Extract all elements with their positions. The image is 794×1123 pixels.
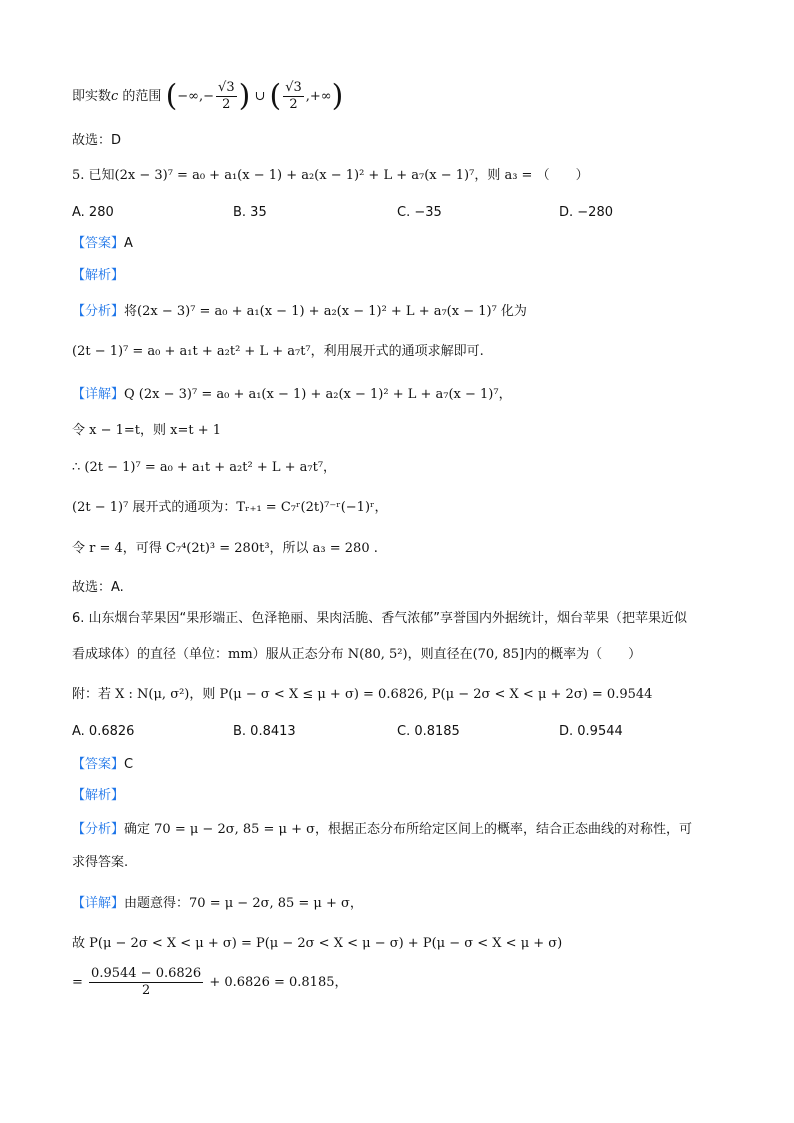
q6-fenxi-2: 求得答案. <box>72 855 129 870</box>
q6-stem-1: 6. 山东烟台苹果因“果形端正、色泽艳丽、果肉活脆、香气浓郁”享誉国内外据统计，烟台苹果（把苹果近似 <box>72 611 688 626</box>
interval2-b: ,+∞ <box>305 89 332 104</box>
paren-close-1: ) <box>238 78 251 114</box>
fraction-1: $\frac{√3}{2}$ <box>218 80 235 112</box>
q5-xiangjie-1: 【详解】Q (2x − 3)⁷ = a₀ + a₁(x − 1) + a₂(x − 1)² + L + a₇(x − 1)⁷， <box>72 387 512 402</box>
q6-xiangjie-1: 【详解】由题意得：70 = μ − 2σ, 85 = μ + σ， <box>72 896 363 911</box>
q5-xiangjie-3: ∴ (2t − 1)⁷ = a₀ + a₁t + a₂t² + L + a₇t⁷， <box>72 460 337 475</box>
q6-fenxi-1: 【分析】确定 70 = μ − 2σ, 85 = μ + σ，根据正态分布所给定区间上的概率，结合正态曲线的对称性，可 <box>72 822 693 837</box>
q5-xiangjie-2: 令 x − 1=t，则 x=t + 1 <box>72 423 222 438</box>
q6-stem-3: 附：若 X : N(μ, σ²)，则 P(μ − σ < X ≤ μ + σ) = 0.6826, P(μ − 2σ < X < μ + 2σ) = 0.9544 <box>72 687 653 702</box>
answer-choice-d: 故选：D <box>72 133 122 148</box>
q5-xiangjie-5: 令 r = 4，可得 C₇⁴(2t)³ = 280t³，所以 a₃ = 280 . <box>72 541 378 556</box>
q5-option-a: A. 280 <box>72 205 114 220</box>
fraction-2: $\frac{√3}{2}$ <box>285 80 302 112</box>
union-symbol: ∪ <box>250 89 270 104</box>
answer-tag: 【答案】 <box>72 236 125 251</box>
range-mid: 的范围 <box>118 89 166 104</box>
q6-option-a: A. 0.6826 <box>72 724 135 739</box>
range-line <box>72 80 343 113</box>
q6-analysis-heading: 【解析】 <box>72 788 125 803</box>
paren-close-2: ) <box>331 78 344 114</box>
q5-option-b: B. 35 <box>233 205 267 220</box>
q6-xiangjie-2: 故 P(μ − 2σ < X < μ + σ) = P(μ − 2σ < X < μ − σ) + P(μ − σ < X < μ + σ) <box>72 936 563 951</box>
q5-analysis-heading: 【解析】 <box>72 268 125 283</box>
q6-xiangjie-3: = $\frac{0.9544 - 0.6826}{2}$ + 0.6826 = 0.8185， <box>72 966 348 998</box>
q5-fenxi-1: 【分析】将(2x − 3)⁷ = a₀ + a₁(x − 1) + a₂(x − 1)² + L + a₇(x − 1)⁷ 化为 <box>72 304 527 319</box>
q5-stem: 5. 已知(2x − 3)⁷ = a₀ + a₁(x − 1) + a₂(x − 1)² + L + a₇(x − 1)⁷，则 a₃ = （ ） <box>72 168 589 183</box>
fenxi-tag: 【分析】 <box>72 304 125 319</box>
q5-option-d: D. −280 <box>559 205 613 220</box>
q5-fenxi-2: (2t − 1)⁷ = a₀ + a₁t + a₂t² + L + a₇t⁷，利用展开式的通项求解即可. <box>72 344 484 359</box>
q5-answer <box>72 234 133 254</box>
q5-conclusion: 故选：A. <box>72 580 124 595</box>
paren-open-2: ( <box>269 78 282 114</box>
q6-fraction: $\frac{0.9544 - 0.6826}{2}$ <box>91 966 202 998</box>
answer-value: A <box>124 236 133 251</box>
range-prefix: 即实数 <box>72 89 112 104</box>
xiangjie-tag: 【详解】 <box>72 387 125 402</box>
q6-option-c: C. 0.8185 <box>397 724 460 739</box>
paren-open-1: ( <box>165 78 178 114</box>
var-c: c <box>111 89 119 104</box>
q5-option-c: C. −35 <box>397 205 442 220</box>
q5-xiangjie-4: (2t − 1)⁷ 展开式的通项为：Tᵣ₊₁ = C₇ʳ(2t)⁷⁻ʳ(−1)ʳ， <box>72 500 388 515</box>
q6-answer: 【答案】C <box>72 757 134 772</box>
interval1-a: −∞,− <box>177 89 215 104</box>
q6-option-d: D. 0.9544 <box>559 724 623 739</box>
q6-stem-2: 看成球体）的直径（单位：mm）服从正态分布 N(80, 5²)，则直径在(70, 85]内的概率为（ ） <box>72 647 642 662</box>
q6-option-b: B. 0.8413 <box>233 724 296 739</box>
